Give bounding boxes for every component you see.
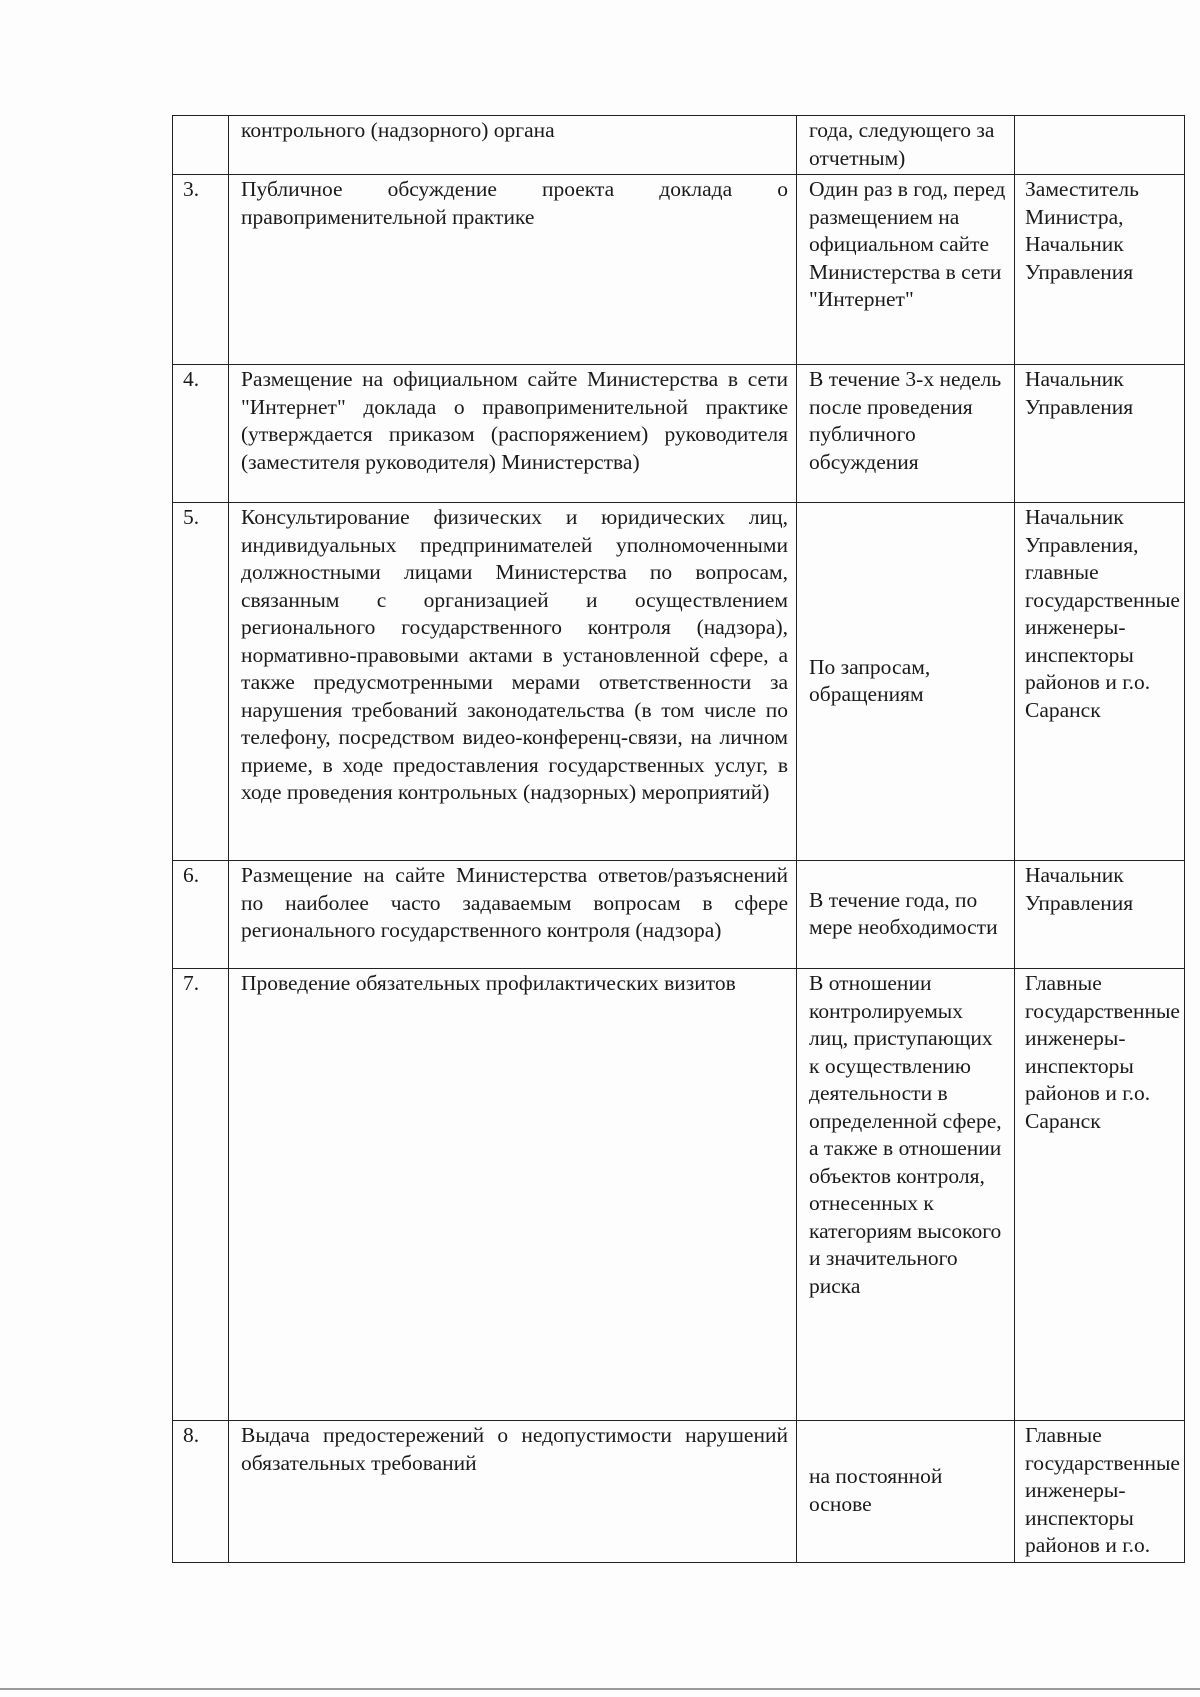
measure-term: года, следующего за отчетным) — [797, 116, 1015, 175]
measure-description: контрольного (надзорного) органа — [229, 116, 797, 175]
measure-responsible: Начальник Управления — [1015, 365, 1185, 503]
table-row — [173, 175, 1185, 365]
table-row — [173, 365, 1185, 503]
row-number: 7. — [173, 969, 229, 1421]
measure-description: Выдача предостережений о недопустимости нарушений обязательных требований — [229, 1421, 797, 1563]
row-number: 6. — [173, 861, 229, 969]
measure-term: на постоянной основе — [797, 1421, 1015, 1563]
scan-edge-line — [0, 1688, 1200, 1690]
measure-responsible: Заместитель Министра, Начальник Управления — [1015, 175, 1185, 365]
table-row — [173, 969, 1185, 1421]
measure-term: В отношении контролируемых лиц, приступающих к осуществлению деятельности в определенной сфере, а также в отношении объектов контроля, отнесенных к категориям высокого и значительного риска — [797, 969, 1015, 1421]
measure-responsible: Начальник Управления, главные государственные инженеры-инспекторы районов и г.о. Саранск — [1015, 503, 1185, 861]
measure-term: По запросам, обращениям — [797, 503, 1015, 861]
table-row — [173, 503, 1185, 861]
measures-table — [172, 115, 1185, 1563]
measure-responsible: Главные государственные инженеры-инспекторы районов и г.о. — [1015, 1421, 1185, 1563]
measure-term: В течение года, по мере необходимости — [797, 861, 1015, 969]
row-number: 4. — [173, 365, 229, 503]
measure-term: Один раз в год, перед размещением на официальном сайте Министерства в сети "Интернет" — [797, 175, 1015, 365]
table-row — [173, 1421, 1185, 1563]
measure-responsible — [1015, 116, 1185, 175]
measure-responsible: Главные государственные инженеры-инспекторы районов и г.о. Саранск — [1015, 969, 1185, 1421]
row-number: 3. — [173, 175, 229, 365]
measure-description: Публичное обсуждение проекта доклада о правоприменительной практике — [229, 175, 797, 365]
row-number: 5. — [173, 503, 229, 861]
row-number: 8. — [173, 1421, 229, 1563]
table-row — [173, 116, 1185, 175]
row-number — [173, 116, 229, 175]
measure-description: Размещение на сайте Министерства ответов/разъяснений по наиболее часто задаваемым вопросам в сфере регионального государственного контроля (надзора) — [229, 861, 797, 969]
measure-responsible: Начальник Управления — [1015, 861, 1185, 969]
measure-description: Размещение на официальном сайте Министерства в сети "Интернет" доклада о правоприменительной практике (утверждается приказом (распоряжением) руководителя (заместителя руководителя) Министерства) — [229, 365, 797, 503]
measure-description: Проведение обязательных профилактических визитов — [229, 969, 797, 1421]
table-row — [173, 861, 1185, 969]
measure-description: Консультирование физических и юридических лиц, индивидуальных предпринимателей уполномоченными должностными лицами Министерства по вопросам, связанным с организацией и осуществлением регионального государственного контроля (надзора), нормативно-правовыми актами в установленной сфере, а также предусмотренными мерами ответственности за нарушения требований законодательства (в том числе по телефону, посредством видео-конференц-связи, на личном приеме, в ходе предоставления государственных услуг, в ходе проведения контрольных (надзорных) мероприятий) — [229, 503, 797, 861]
measure-term: В течение 3-х недель после проведения публичного обсуждения — [797, 365, 1015, 503]
